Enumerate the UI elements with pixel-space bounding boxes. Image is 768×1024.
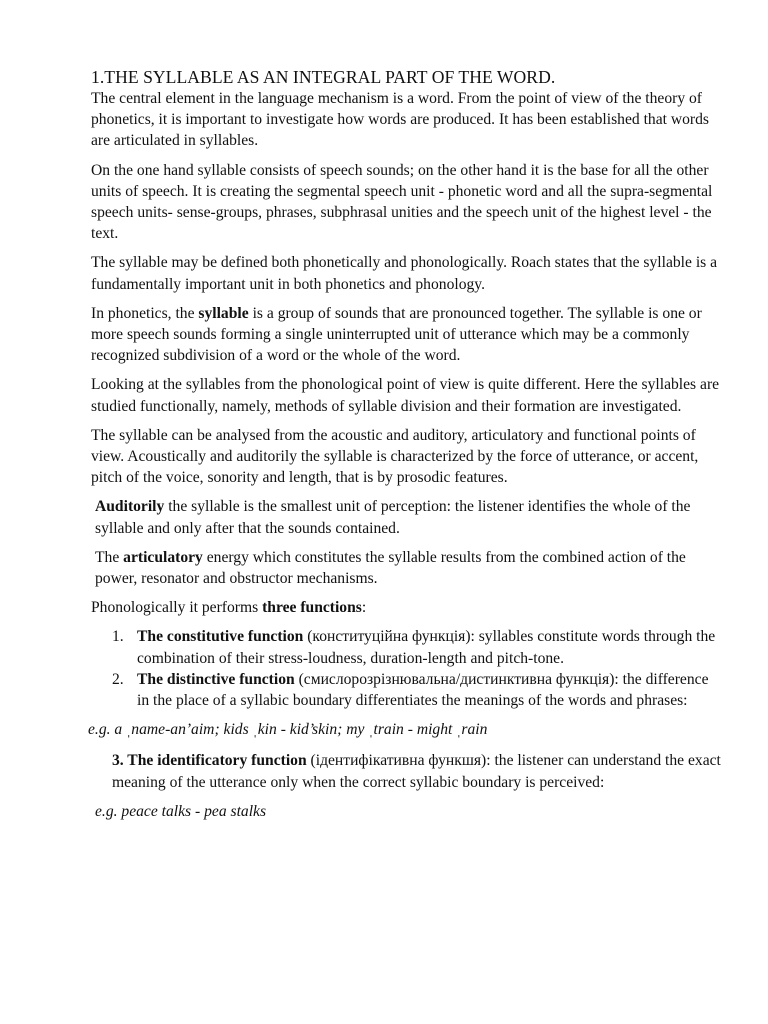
example-distinctive: e.g. a ˌname-an’aim; kids ˌkin - kid’skin; my ˌtrain - might ˌrain — [88, 721, 488, 739]
paragraph-phonology: Looking at the syllables from the phonological point of view is quite different. Here the syllables are studied functionally, namely, methods of syllable division and their formation are investigated. — [91, 376, 720, 415]
term-auditorily: Auditorily — [95, 498, 165, 516]
example-identificatory: e.g. peace talks - pea stalks — [95, 802, 267, 820]
document-page — [88, 66, 721, 822]
list-item: 1. The constitutive function (конституційна функція): syllables constitute words through the combination of their stress-loudness, duration-length and pitch-tone. — [112, 628, 716, 667]
paragraph-identificatory-function: 3. The identificatory function (ідентифікативна функшя): the listener can understand the exact meaning of the utterance only when the correct syllabic boundary is perceived: — [112, 752, 721, 791]
list-item: 2. The distinctive function (смислорозрізнювальна/дистинктивна функція): the difference in the place of a syllabic boundary differentiates the meanings of the words and phrases: — [112, 670, 709, 710]
term-syllable: syllable — [198, 304, 249, 322]
function-name: 3. The identificatory function — [112, 752, 307, 770]
paragraph-intro: The central element in the language mechanism is a word. From the point of view of the theory of phonetics, it is important to investigate how words are produced. It has been established that words are articulated in syllables. — [91, 90, 709, 150]
paragraph-articulatory: The articulatory energy which constitutes the syllable results from the combined action of the power, resonator and obstructor mechanisms. — [95, 548, 686, 588]
paragraph-syllable-base: On the one hand syllable consists of speech sounds; on the other hand it is the base for all the other units of speech. It is creating the segmental speech unit - phonetic word and all the supra-segmental speech units- sense-groups, phrases, subphrasal unities and the speech unit of the highest level - the text. — [91, 161, 713, 243]
paragraph-three-functions: Phonologically it performs three functions: — [91, 599, 367, 617]
term-three-functions: three functions — [262, 599, 362, 617]
function-name: The constitutive function — [137, 628, 304, 646]
paragraph-analysis: The syllable can be analysed from the acoustic and auditory, articulatory and functional points of view. Acoustically and auditorily the syllable is characterized by the force of utterance, or accent, pitch of the voice, sonority and length, that is by prosodic features. — [91, 426, 699, 487]
document-title: 1.THE SYLLABLE AS AN INTEGRAL PART OF THE WORD. — [91, 67, 556, 87]
paragraph-auditorily: Auditorily the syllable is the smallest unit of perception: the listener identifies the whole of the syllable and only after that the sounds contained. — [95, 498, 691, 537]
paragraph-phonetics: In phonetics, the syllable is a group of sounds that are pronounced together. The syllable is one or more speech sounds forming a single uninterrupted unit of utterance which may be a commonly recognized subdivision of a word or the whole of the word. — [91, 304, 702, 365]
list-number: 2. — [112, 670, 124, 688]
function-name: The distinctive function — [137, 670, 295, 688]
functions-list — [91, 626, 721, 711]
list-number: 1. — [112, 628, 124, 646]
paragraph-definition: The syllable may be defined both phonetically and phonologically. Roach states that the syllable is a fundamentally important unit in both phonetics and phonology. — [91, 254, 718, 293]
term-articulatory: articulatory — [123, 548, 203, 566]
